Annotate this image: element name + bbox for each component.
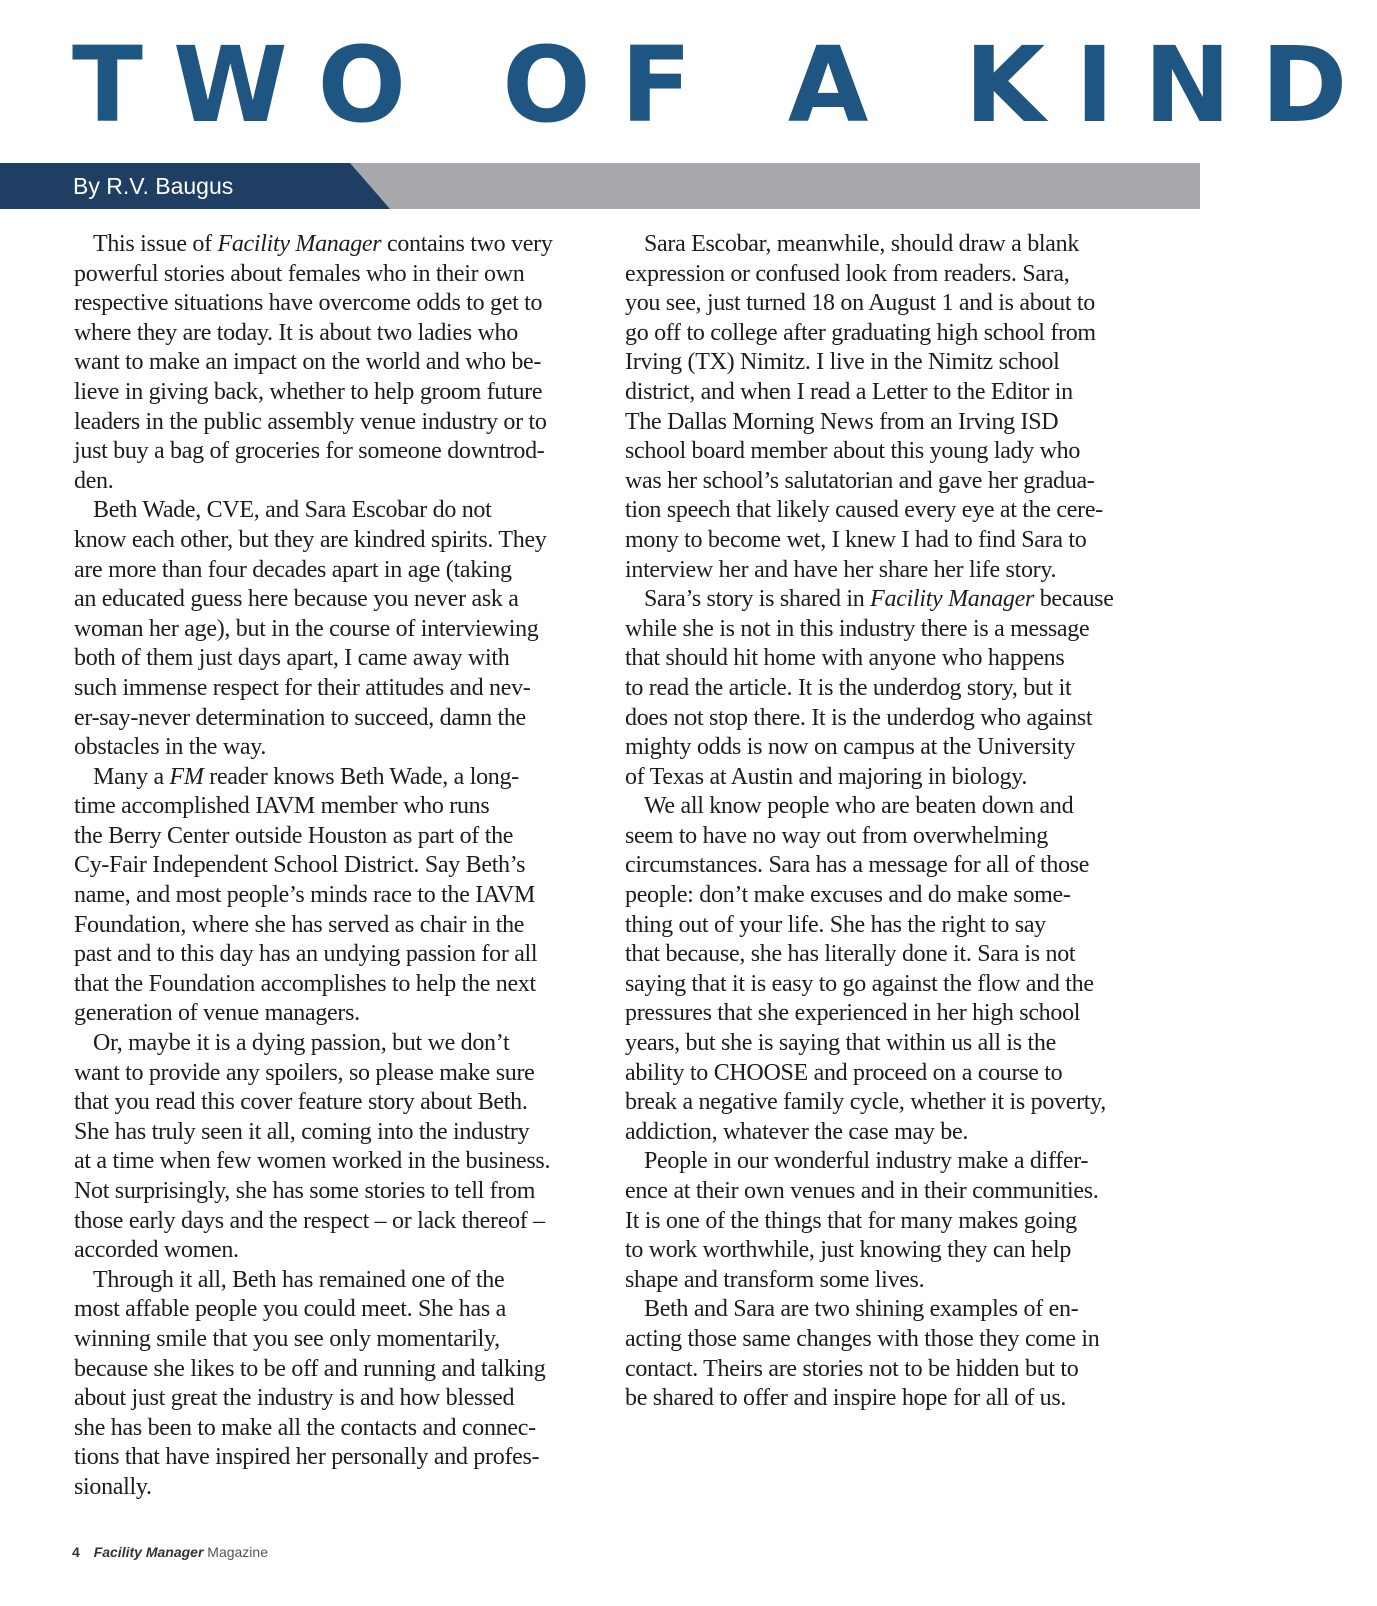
article-paragraph bbox=[625, 1295, 1125, 1413]
article-line: years, but she is saying that within us all is the bbox=[625, 1030, 1056, 1057]
article-line: ence at their own venues and in their communities. bbox=[625, 1178, 1099, 1204]
article-line: This issue of Facility Manager contains two very bbox=[93, 231, 553, 257]
article-column-left bbox=[74, 230, 574, 1503]
article-line: saying that it is easy to go against the flow and the bbox=[625, 970, 1094, 997]
article-line: powerful stories about females who in their own bbox=[74, 260, 525, 287]
article-line: mighty odds is now on campus at the University bbox=[625, 734, 1076, 761]
article-line: Not surprisingly, she has some stories to tell from bbox=[74, 1178, 536, 1204]
article-line: contact. Theirs are stories not to be hidden but to bbox=[625, 1355, 1079, 1382]
article-line: the Berry Center outside Houston as part of the bbox=[74, 822, 514, 849]
article-line: that should hit home with anyone who happens bbox=[625, 645, 1065, 672]
article-line: addiction, whatever the case may be. bbox=[625, 1118, 969, 1145]
article-line: about just great the industry is and how blessed bbox=[74, 1385, 515, 1412]
article-line: People in our wonderful industry make a differ- bbox=[644, 1148, 1089, 1175]
article-line: she has been to make all the contacts and connec- bbox=[74, 1414, 536, 1441]
page-number: 4 bbox=[72, 1544, 80, 1560]
article-line: respective situations have overcome odds to get to bbox=[74, 290, 543, 317]
article-line: The Dallas Morning News from an Irving ISD bbox=[625, 408, 1059, 435]
article-line: that because, she has literally done it. Sara is not bbox=[625, 941, 1076, 968]
article-line: district, and when I read a Letter to the Editor in bbox=[625, 378, 1073, 405]
article-line: Or, maybe it is a dying passion, but we don’t bbox=[93, 1030, 510, 1057]
article-line: She has truly seen it all, coming into the industry bbox=[74, 1118, 530, 1145]
article-line: you see, just turned 18 on August 1 and is about to bbox=[625, 290, 1095, 317]
article-line: go off to college after graduating high school from bbox=[625, 319, 1096, 346]
article-line: break a negative family cycle, whether it is poverty, bbox=[625, 1089, 1107, 1116]
article-line: circumstances. Sara has a message for all of those bbox=[625, 852, 1090, 879]
article-paragraph bbox=[625, 230, 1125, 585]
article-line: accorded women. bbox=[74, 1237, 239, 1264]
article-line: Sara’s story is shared in Facility Manager because bbox=[644, 586, 1114, 613]
article-line: to read the article. It is the underdog story, but it bbox=[625, 674, 1072, 701]
magazine-suffix: Magazine bbox=[207, 1544, 268, 1560]
article-line: does not stop there. It is the underdog who against bbox=[625, 704, 1093, 731]
article-line: mony to become wet, I knew I had to find Sara to bbox=[625, 526, 1087, 553]
article-line: just buy a bag of groceries for someone downtrod- bbox=[74, 438, 545, 465]
article-line: expression or confused look from readers. Sara, bbox=[625, 260, 1070, 287]
article-line: those early days and the respect – or lack thereof – bbox=[74, 1207, 545, 1234]
article-line: generation of venue managers. bbox=[74, 1000, 360, 1027]
page-footer bbox=[72, 1544, 268, 1560]
article-line: Irving (TX) Nimitz. I live in the Nimitz school bbox=[625, 349, 1060, 376]
article-line: er-say-never determination to succeed, damn the bbox=[74, 704, 526, 731]
article-line: Beth and Sara are two shining examples of en- bbox=[644, 1296, 1079, 1323]
article-line: shape and transform some lives. bbox=[625, 1266, 925, 1293]
article-line: past and to this day has an undying passion for all bbox=[74, 941, 538, 968]
article-line: Sara Escobar, meanwhile, should draw a blank bbox=[644, 231, 1080, 257]
article-line: know each other, but they are kindred spirits. They bbox=[74, 526, 547, 553]
article-line: Through it all, Beth has remained one of the bbox=[93, 1266, 505, 1293]
article-line: both of them just days apart, I came away with bbox=[74, 645, 510, 672]
article-paragraph bbox=[625, 1147, 1125, 1295]
article-line: want to provide any spoilers, so please make sure bbox=[74, 1059, 535, 1086]
article-paragraph bbox=[74, 1029, 574, 1266]
article-line: pressures that she experienced in her high school bbox=[625, 1000, 1081, 1027]
magazine-name: Facility Manager bbox=[93, 1544, 204, 1560]
article-line: It is one of the things that for many makes going bbox=[625, 1207, 1077, 1234]
article-line: tion speech that likely caused every eye at the cere- bbox=[625, 497, 1103, 524]
article-line: thing out of your life. She has the right to say bbox=[625, 911, 1046, 938]
article-line: name, and most people’s minds race to the IAVM bbox=[74, 882, 535, 909]
article-line: ability to CHOOSE and proceed on a course to bbox=[625, 1059, 1063, 1086]
article-line: Cy-Fair Independent School District. Say Beth’s bbox=[74, 852, 526, 879]
article-line: want to make an impact on the world and who be- bbox=[74, 349, 542, 376]
article-line: such immense respect for their attitudes and nev- bbox=[74, 674, 531, 701]
headline: TWO OF A KIND bbox=[72, 24, 1377, 146]
article-line: most affable people you could meet. She has a bbox=[74, 1296, 506, 1323]
article-line: people: don’t make excuses and do make some- bbox=[625, 882, 1071, 909]
article-line: because she likes to be off and running and talking bbox=[74, 1355, 546, 1382]
article-line: where they are today. It is about two ladies who bbox=[74, 319, 518, 346]
article-line: woman her age), but in the course of interviewing bbox=[74, 615, 539, 642]
article-line: at a time when few women worked in the business. bbox=[74, 1148, 551, 1175]
article-line: that the Foundation accomplishes to help the next bbox=[74, 970, 536, 997]
article-line: while she is not in this industry there is a message bbox=[625, 615, 1090, 642]
article-paragraph bbox=[625, 792, 1125, 1147]
article-line: time accomplished IAVM member who runs bbox=[74, 793, 490, 820]
byline: By R.V. Baugus bbox=[73, 173, 234, 199]
byline-bar bbox=[0, 163, 1200, 209]
article-line: tions that have inspired her personally and profes- bbox=[74, 1444, 540, 1471]
article-line: are more than four decades apart in age (taking bbox=[74, 556, 512, 583]
article-line: lieve in giving back, whether to help groom future bbox=[74, 378, 543, 405]
article-line: leaders in the public assembly venue industry or to bbox=[74, 408, 547, 435]
article-line: an educated guess here because you never ask a bbox=[74, 586, 519, 613]
article-line: to work worthwhile, just knowing they can help bbox=[625, 1237, 1072, 1264]
article-line: Beth Wade, CVE, and Sara Escobar do not bbox=[93, 497, 492, 524]
article-line: We all know people who are beaten down and bbox=[644, 793, 1074, 820]
article-line: den. bbox=[74, 467, 114, 494]
article-line: Many a FM reader knows Beth Wade, a long- bbox=[93, 763, 519, 790]
article-line: that you read this cover feature story about Beth. bbox=[74, 1089, 528, 1116]
article-paragraph bbox=[74, 230, 574, 496]
article-paragraph bbox=[74, 763, 574, 1029]
article-line: sionally. bbox=[74, 1473, 152, 1500]
article-line: obstacles in the way. bbox=[74, 734, 267, 761]
article-line: acting those same changes with those they come in bbox=[625, 1325, 1100, 1352]
article-line: was her school’s salutatorian and gave her gradua- bbox=[625, 467, 1095, 494]
article-line: of Texas at Austin and majoring in biology. bbox=[625, 763, 1028, 790]
article-paragraph bbox=[74, 496, 574, 762]
article-paragraph bbox=[625, 585, 1125, 792]
article-paragraph bbox=[74, 1266, 574, 1503]
article-line: be shared to offer and inspire hope for all of us. bbox=[625, 1385, 1067, 1412]
article-line: Foundation, where she has served as chair in the bbox=[74, 911, 525, 938]
article-line: winning smile that you see only momentarily, bbox=[74, 1325, 500, 1352]
article-line: interview her and have her share her life story. bbox=[625, 556, 1057, 583]
article-line: seem to have no way out from overwhelming bbox=[625, 822, 1048, 849]
article-column-right bbox=[625, 230, 1125, 1414]
article-line: school board member about this young lady who bbox=[625, 438, 1081, 465]
